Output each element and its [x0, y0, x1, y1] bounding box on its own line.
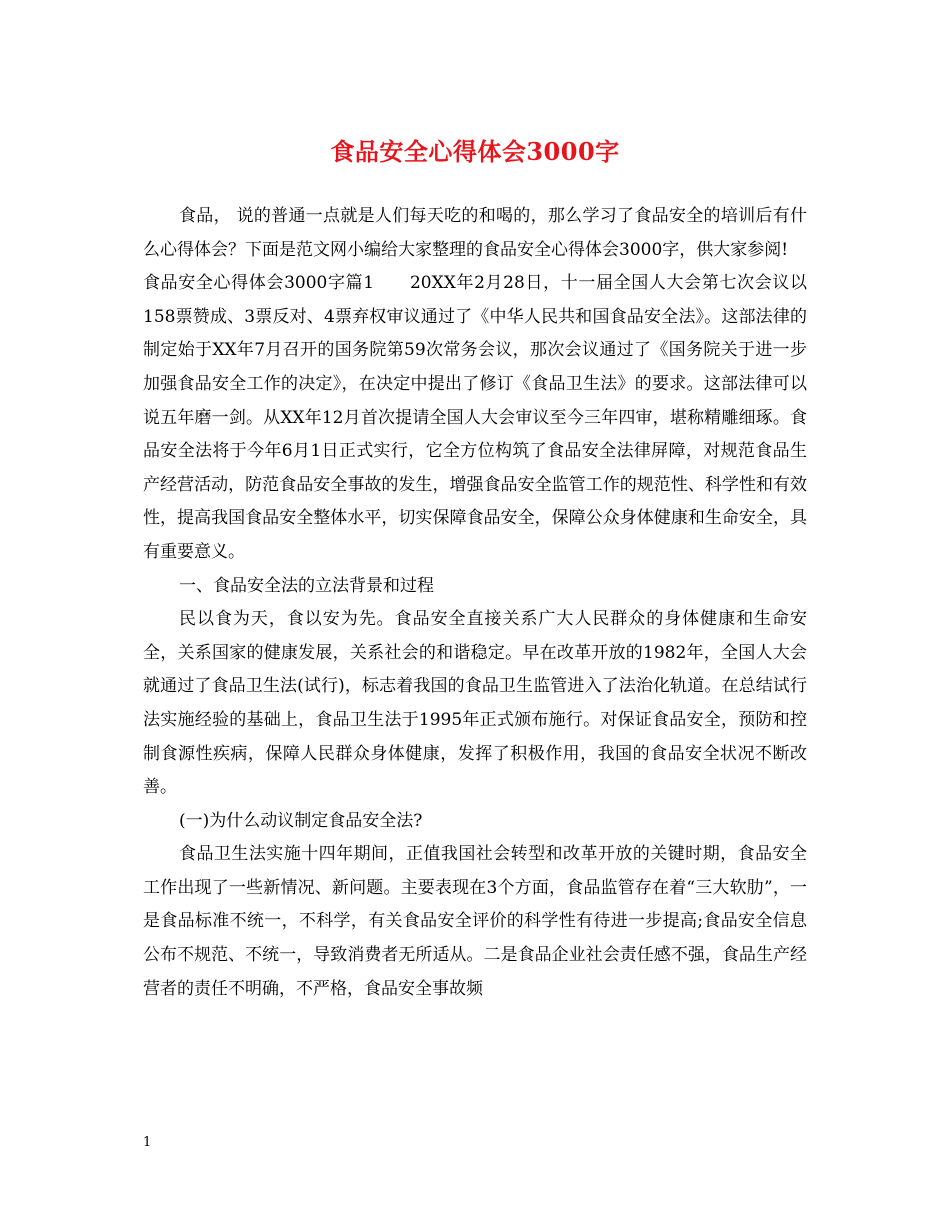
page-title: 食品安全心得体会3000字 — [330, 137, 620, 166]
paragraph-reasons: 食品卫生法实施十四年期间，正值我国社会转型和改革开放的关键时期，食品安全工作出现了一些新情况、新问题。主要表现在3个方面，食品监管存在着“三大软肋”，一是食品标准不统一，不科学，有关食品安全评价的科学性有待进一步提高;食品安全信息公布不规范、不统一，导致消费者无所适从。二是食品企业社会责任感不强，食品生产经营者的责任不明确，不严格，食品安全事故频 — [143, 844, 807, 999]
paragraph-section-1: 食品安全心得体会3000字篇1 20XX年2月28日，十一届全国人大会第七次会议以158票赞成、3票反对、4票弃权审议通过了《中华人民共和国食品安全法》。这部法律的制定始于XX年7月召开的国务院第59次常务会议，那次会议通过了《国务院关于进一步加强食品安全工作的决定》，在决定中提出了修订《食品卫生法》的要求。这部法律可以说五年磨一剑。从XX年12月首次提请全国人大会审议至今三年四审，堪称精雕细琢。食品安全法将于今年6月1日正式实行，它全方位构筑了食品安全法律屏障，对规范食品生产经营活动，防范食品安全事故的发生，增强食品安全监管工作的规范性、科学性和有效性，提高我国食品安全整体水平，切实保障食品安全，保障公众身体健康和生命安全，具有重要意义。 — [143, 273, 807, 562]
document-body — [143, 200, 807, 1006]
paragraph-background: 民以食为天，食以安为先。食品安全直接关系广大人民群众的身体健康和生命安全，关系国家的健康发展，关系社会的和谐稳定。早在改革开放的1982年，全国人大会就通过了食品卫生法(试行)，标志着我国的食品卫生监管进入了法治化轨道。在总结试行法实施经验的基础上，食品卫生法于1995年正式颁布施行。对保证食品安全，预防和控制食源性疾病，保障人民群众身体健康，发挥了积极作用，我国的食品安全状况不断改善。 — [143, 609, 807, 798]
section-heading-1: 一、食品安全法的立法背景和过程 — [179, 575, 434, 596]
paragraph-intro: 食品， 说的普通一点就是人们每天吃的和喝的，那么学习了食品安全的培训后有什么心得体会？下面是范文网小编给大家整理的食品安全心得体会3000字，供大家参阅! — [143, 206, 807, 260]
subsection-heading-1: (一)为什么动议制定食品安全法? — [179, 810, 423, 831]
page-number: 1 — [143, 1135, 152, 1150]
